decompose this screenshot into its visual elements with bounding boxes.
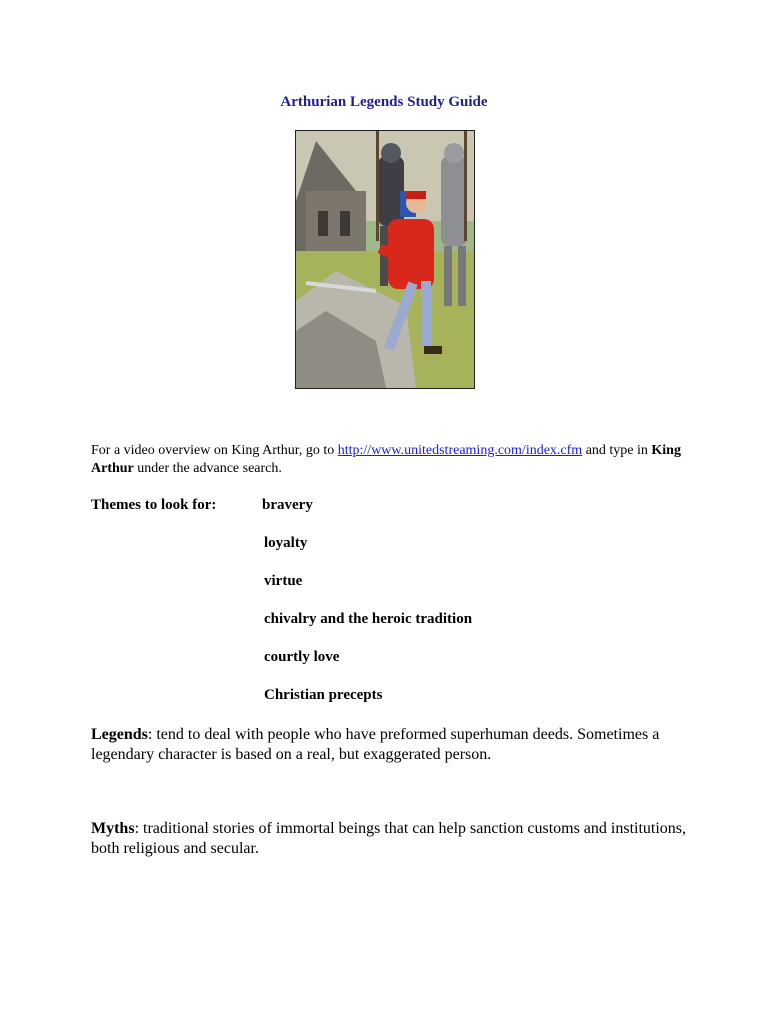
unitedstreaming-link[interactable]: http://www.unitedstreaming.com/index.cfm [337,443,583,458]
intro-text-after-link: and type in [582,443,652,458]
theme-item: courtly love [264,649,340,665]
theme-item: virtue [264,573,303,589]
legends-definition [91,725,691,765]
theme-item: bravery [262,497,313,513]
legends-term: Legends [91,726,148,743]
search-term: King Arthur [91,443,681,476]
illustration-drawing [296,131,474,388]
video-overview-note [91,442,701,478]
arthur-sword-in-stone-illustration [295,130,475,389]
page-title: Arthurian Legends Study Guide [280,94,488,110]
theme-item: loyalty [264,535,308,551]
legends-text: : tend to deal with people who have preformed superhuman deeds. Sometimes a legendary character is based on a real, but exaggerated person. [91,726,660,763]
myths-term: Myths [91,820,135,837]
myths-text: : traditional stories of immortal beings that can help sanction customs and institutions, both religious and secular. [91,820,687,857]
myths-definition [91,819,691,859]
intro-text: For a video overview on King Arthur, go to [91,443,338,458]
intro-text-suffix: under the advance search. [133,461,282,476]
theme-item: chivalry and the heroic tradition [264,611,473,627]
theme-item: Christian precepts [264,687,383,703]
themes-label: Themes to look for: [91,497,217,513]
